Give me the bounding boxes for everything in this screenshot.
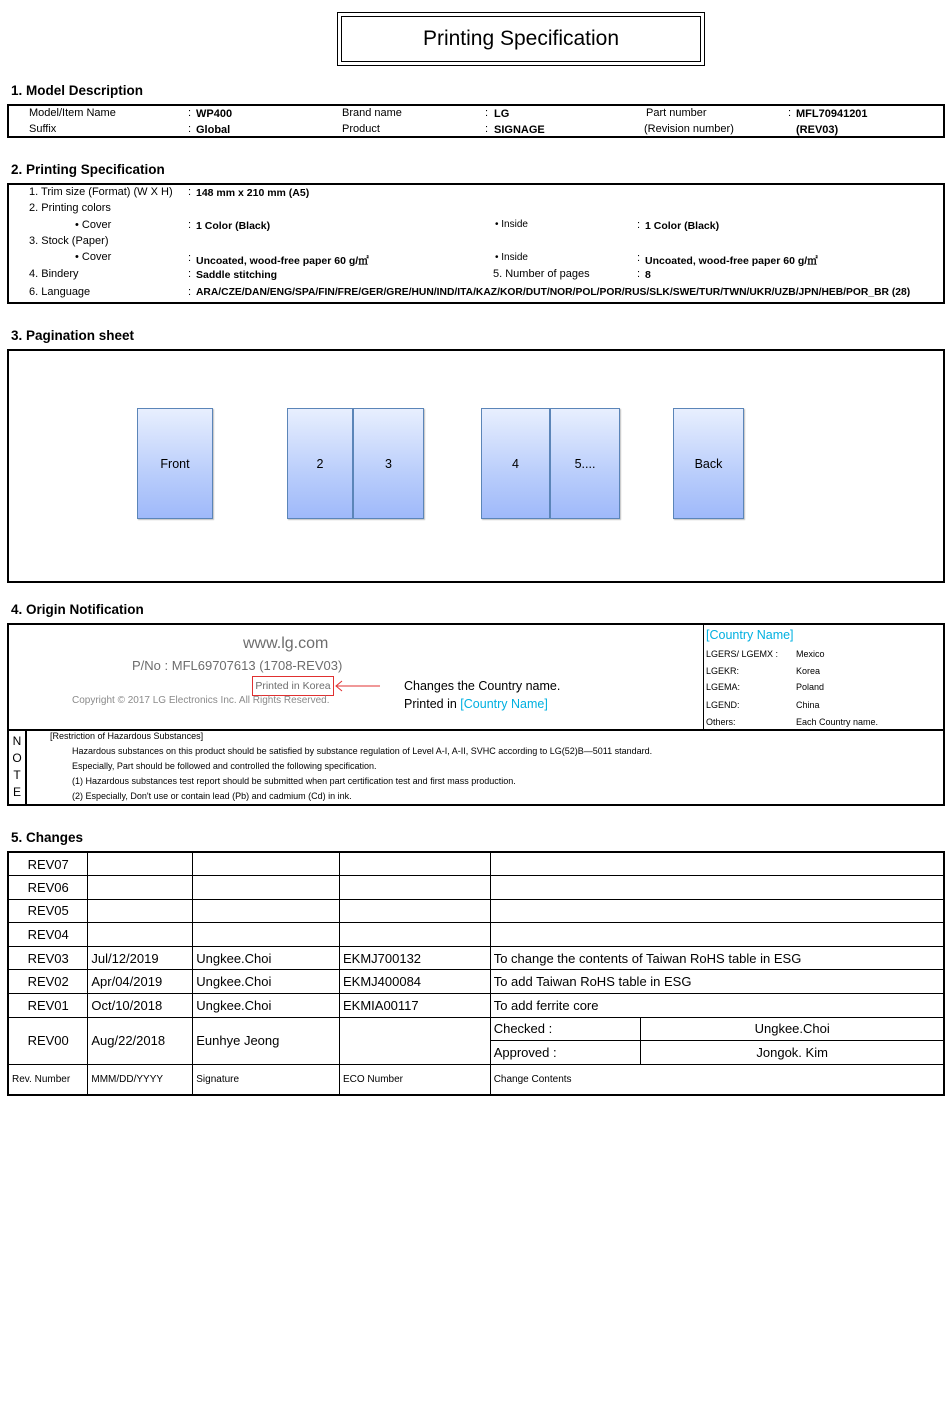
signature-cell bbox=[193, 876, 340, 900]
section-heading-changes: 5. Changes bbox=[11, 830, 84, 845]
country-code: LGEND: bbox=[706, 700, 740, 710]
stock-label: 3. Stock (Paper) bbox=[29, 235, 109, 247]
country-name: Each Country name. bbox=[796, 717, 879, 727]
sample-url: www.lg.com bbox=[243, 635, 329, 652]
part-number-label: Part number bbox=[646, 107, 707, 119]
colon: : bbox=[188, 252, 192, 264]
brand-label: Brand name bbox=[342, 107, 402, 119]
model-description-box bbox=[7, 104, 945, 138]
date-cell: Jul/12/2019 bbox=[88, 946, 193, 970]
country-code: Others: bbox=[706, 717, 736, 727]
section-heading-printing: 2. Printing Specification bbox=[11, 162, 165, 177]
date-cell bbox=[88, 923, 193, 947]
cover-label: • Cover bbox=[75, 219, 112, 231]
note-letter: T bbox=[13, 768, 21, 782]
colon: : bbox=[637, 268, 641, 280]
content-cell: To add ferrite core bbox=[490, 994, 944, 1018]
language-value: ARA/CZE/DAN/ENG/SPA/FIN/FRE/GER/GRE/HUN/IND/ITA/KAZ/KOR/DUT/NOR/POL/POR/RUS/SLK/SWE/TUR/TWN/UKR/UZB/JPN/HEB/POR_BR (28) bbox=[196, 287, 911, 298]
eco-cell bbox=[339, 876, 490, 900]
note-line: Especially, Part should be followed and controlled the following specification. bbox=[72, 761, 377, 771]
signature-cell: Ungkee.Choi bbox=[193, 994, 340, 1018]
colon: : bbox=[637, 252, 641, 264]
colon: : bbox=[485, 107, 489, 119]
section-heading-origin: 4. Origin Notification bbox=[11, 602, 144, 617]
country-name: Poland bbox=[796, 682, 825, 692]
rev-cell: REV06 bbox=[8, 876, 88, 900]
rev-cell: REV00 bbox=[8, 1017, 88, 1064]
inside-label: • Inside bbox=[495, 219, 528, 230]
title-box bbox=[337, 12, 705, 66]
eco-cell bbox=[339, 923, 490, 947]
colon: : bbox=[188, 219, 192, 231]
rev-cell: REV01 bbox=[8, 994, 88, 1018]
note-letter: N bbox=[12, 734, 22, 748]
signature-cell: Eunhye Jeong bbox=[193, 1017, 340, 1064]
signature-cell: Ungkee.Choi bbox=[193, 946, 340, 970]
trim-value: 148 mm x 210 mm (A5) bbox=[196, 187, 310, 199]
divider bbox=[25, 731, 27, 804]
bindery-label: 4. Bindery bbox=[29, 268, 79, 280]
pages-value: 8 bbox=[645, 269, 651, 281]
page-back: Back bbox=[673, 408, 744, 519]
colon: : bbox=[188, 286, 192, 298]
country-name-header: [Country Name] bbox=[706, 628, 794, 642]
page-2: 2 bbox=[287, 408, 353, 519]
page-5: 5.... bbox=[550, 408, 620, 519]
country-placeholder: [Country Name] bbox=[460, 697, 548, 711]
note-line: Hazardous substances on this product should be satisfied by substance regulation of Level A-I, A-II, SVHC according to LG(52)B—5011 standard. bbox=[72, 746, 653, 756]
page-3: 3 bbox=[353, 408, 424, 519]
colon: : bbox=[637, 219, 641, 231]
bindery-value: Saddle stitching bbox=[196, 269, 278, 281]
table-footer-row bbox=[8, 1064, 944, 1095]
signature-cell bbox=[193, 852, 340, 876]
country-code: LGERS/ LGEMX : bbox=[706, 649, 779, 659]
footer-date: MMM/DD/YYYY bbox=[88, 1064, 193, 1095]
country-name: China bbox=[796, 700, 820, 710]
cover-color-value: 1 Color (Black) bbox=[196, 220, 271, 232]
brand-value: LG bbox=[494, 108, 510, 120]
date-cell: Aug/22/2018 bbox=[88, 1017, 193, 1064]
red-arrow-icon bbox=[334, 680, 382, 692]
date-cell bbox=[88, 899, 193, 923]
eco-cell bbox=[339, 1017, 490, 1064]
changes-table bbox=[7, 851, 945, 1096]
country-code: LGEKR: bbox=[706, 666, 740, 676]
content-cell bbox=[490, 923, 944, 947]
eco-cell bbox=[339, 899, 490, 923]
product-label: Product bbox=[342, 123, 380, 135]
printed-in-note bbox=[404, 697, 548, 711]
printed-in-korea-box: Printed in Korea bbox=[252, 676, 334, 696]
sample-part-number: P/No : MFL69707613 (1708-REV03) bbox=[132, 658, 343, 673]
note-heading: [Restriction of Hazardous Substances] bbox=[50, 731, 204, 741]
footer-rev-number: Rev. Number bbox=[8, 1064, 88, 1095]
table-row bbox=[8, 876, 944, 900]
table-row bbox=[8, 970, 944, 994]
page-title: Printing Specification bbox=[341, 16, 701, 62]
note-line: (2) Especially, Don't use or contain lead (Pb) and cadmium (Cd) in ink. bbox=[72, 791, 352, 801]
page-front: Front bbox=[137, 408, 213, 519]
section-heading-model: 1. Model Description bbox=[11, 83, 144, 98]
note-letter: E bbox=[12, 785, 21, 799]
suffix-value: Global bbox=[196, 124, 231, 136]
colon: : bbox=[188, 268, 192, 280]
table-row bbox=[8, 852, 944, 876]
inside-color-value: 1 Color (Black) bbox=[645, 220, 720, 232]
model-value: WP400 bbox=[196, 108, 233, 120]
colon: : bbox=[788, 107, 792, 119]
note-label bbox=[9, 733, 25, 801]
printing-spec-box bbox=[7, 183, 945, 304]
note-line: (1) Hazardous substances test report should be submitted when part certification test and first mass production. bbox=[72, 776, 516, 786]
footer-eco-number: ECO Number bbox=[339, 1064, 490, 1095]
suffix-label: Suffix bbox=[29, 123, 57, 135]
eco-cell bbox=[339, 852, 490, 876]
country-name: Mexico bbox=[796, 649, 825, 659]
colon: : bbox=[188, 186, 192, 198]
divider bbox=[703, 625, 704, 729]
checked-label: Checked : bbox=[490, 1017, 641, 1041]
date-cell bbox=[88, 876, 193, 900]
checked-value: Ungkee.Choi bbox=[641, 1017, 944, 1041]
country-name: Korea bbox=[796, 666, 821, 676]
country-code: LGEMA: bbox=[706, 682, 741, 692]
table-row bbox=[8, 923, 944, 947]
eco-cell: EKMJ700132 bbox=[339, 946, 490, 970]
page-4: 4 bbox=[481, 408, 550, 519]
change-note: Changes the Country name. bbox=[404, 679, 561, 693]
note-letter: O bbox=[12, 751, 22, 765]
pages-label: 5. Number of pages bbox=[493, 268, 590, 280]
rev-cell: REV05 bbox=[8, 899, 88, 923]
revision-value: (REV03) bbox=[796, 124, 839, 136]
section-heading-pagination: 3. Pagination sheet bbox=[11, 328, 135, 343]
rev-cell: REV02 bbox=[8, 970, 88, 994]
inside-label: • Inside bbox=[495, 252, 528, 263]
signature-cell bbox=[193, 923, 340, 947]
trim-label: 1. Trim size (Format) (W X H) bbox=[29, 186, 173, 198]
printed-in-text: Printed in bbox=[404, 697, 457, 711]
content-cell: To add Taiwan RoHS table in ESG bbox=[490, 970, 944, 994]
signature-cell bbox=[193, 899, 340, 923]
sample-copyright: Copyright © 2017 LG Electronics Inc. All Rights Reserved. bbox=[72, 695, 330, 706]
approved-value: Jongok. Kim bbox=[641, 1041, 944, 1065]
footer-change-contents: Change Contents bbox=[490, 1064, 944, 1095]
content-cell: To change the contents of Taiwan RoHS table in ESG bbox=[490, 946, 944, 970]
date-cell bbox=[88, 852, 193, 876]
pagination-sheet bbox=[7, 349, 945, 583]
footer-signature: Signature bbox=[193, 1064, 340, 1095]
inside-stock-value: Uncoated, wood-free paper 60 g/㎡ bbox=[645, 255, 818, 267]
cover-stock-value: Uncoated, wood-free paper 60 g/㎡ bbox=[196, 255, 369, 267]
content-cell bbox=[490, 852, 944, 876]
colon: : bbox=[485, 123, 489, 135]
revision-label: (Revision number) bbox=[644, 123, 734, 135]
rev-cell: REV04 bbox=[8, 923, 88, 947]
colon: : bbox=[188, 107, 192, 119]
approved-label: Approved : bbox=[490, 1041, 641, 1065]
table-row bbox=[8, 994, 944, 1018]
rev-cell: REV03 bbox=[8, 946, 88, 970]
rev-cell: REV07 bbox=[8, 852, 88, 876]
language-label: 6. Language bbox=[29, 286, 91, 298]
table-row bbox=[8, 1017, 944, 1041]
eco-cell: EKMIA00117 bbox=[339, 994, 490, 1018]
signature-cell: Ungkee.Choi bbox=[193, 970, 340, 994]
content-cell bbox=[490, 876, 944, 900]
cover-label: • Cover bbox=[75, 251, 112, 263]
table-row bbox=[8, 899, 944, 923]
model-label: Model/Item Name bbox=[29, 107, 116, 119]
part-number-value: MFL70941201 bbox=[796, 108, 868, 120]
date-cell: Oct/10/2018 bbox=[88, 994, 193, 1018]
date-cell: Apr/04/2019 bbox=[88, 970, 193, 994]
origin-notification-box bbox=[7, 623, 945, 806]
table-row bbox=[8, 946, 944, 970]
eco-cell: EKMJ400084 bbox=[339, 970, 490, 994]
product-value: SIGNAGE bbox=[494, 124, 545, 136]
colon: : bbox=[188, 123, 192, 135]
content-cell bbox=[490, 899, 944, 923]
colors-label: 2. Printing colors bbox=[29, 202, 111, 214]
